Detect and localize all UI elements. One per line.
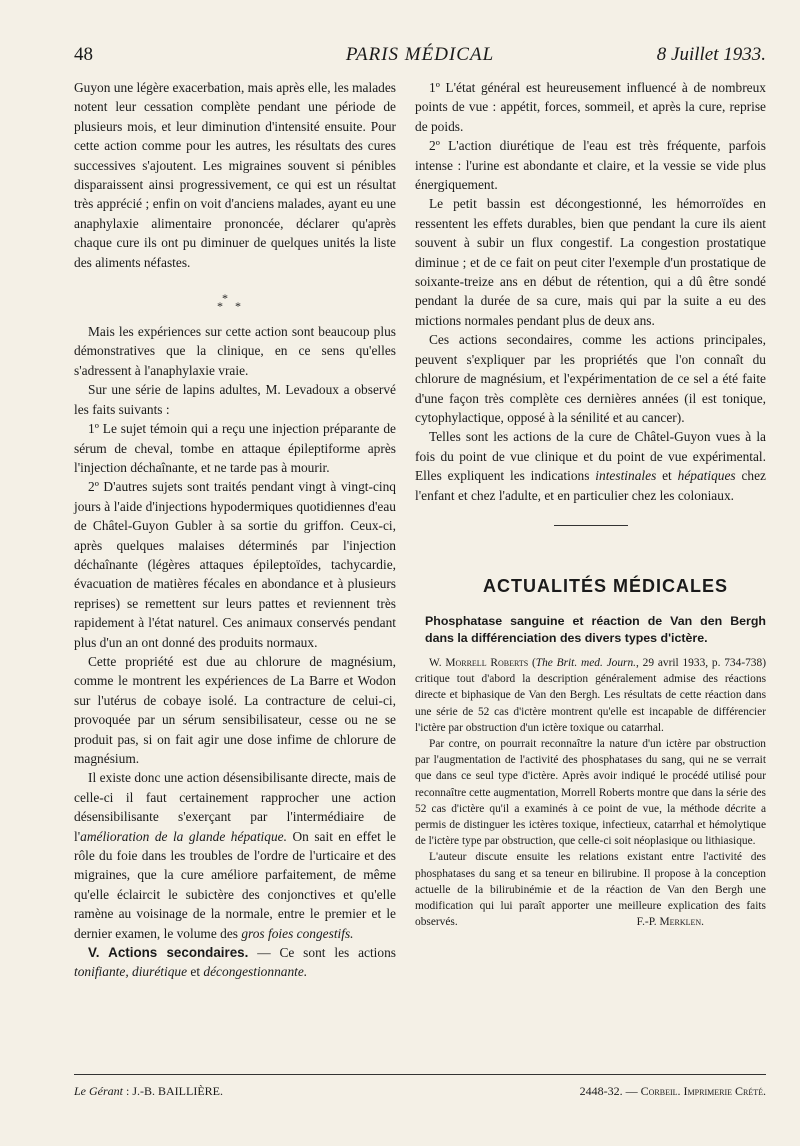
article-paragraph: Par contre, on pourrait reconnaître la nature d'un ictère par obstruction par l'augmentation de l'activité des phosphatases du sang, qui ne se verrait que dans ce seul type d'ictère. Après avoir indiqué le procédé utilisé pour reconnaître cette augmentation, Morrell Roberts montre que dans la série des 52 cas d'ictère qu'il a examinés à ce point de vue, la méthode décrite a permis de distinguer les ictères toxique, infectieux, catarrhal et hémolytique de l'ictère type par obstruction, que celle-ci soit néoplasique ou lithiasique. (415, 737, 766, 848)
paragraph: Cette propriété est due au chlorure de magnésium, comme le montrent les expériences de La Barre et Wodon sur l'utérus de cobaye isolé. La contracture de celui-ci, provoquée par un sérum sensibilisateur, cesse ou ne se produit pas, si on fait agir une dose infime de chlorure de magnésium. (74, 653, 396, 766)
paragraph: 2º D'autres sujets sont traités pendant vingt à vingt-cinq jours à l'aide d'injections hypodermiques quotidiennes d'eau de Châtel-Guyon Gubler à sa sortie du griffon. Ceux-ci, après quelques malaises déterminés par l'injection déchaînante (légères attaques épileptoïdes, tachycardie, évacuation de matières fécales en abondance et à plusieurs reprises) se remettent sur leurs pattes et reviennent très rapidement à l'état naturel. Ces animaux conservés pendant plus d'un an ont donné des produits normaux. (74, 479, 396, 650)
right-column (415, 78, 766, 930)
signature: F.-P. Merklen. (636, 916, 704, 929)
page-number: 48 (74, 44, 93, 65)
paragraph: 1º Le sujet témoin qui a reçu une injection préparante de sérum de cheval, tombe en attaque épileptiforme après l'injection déchaînante, et ne tarde pas à mourir. (74, 421, 396, 475)
article-title: Phosphatase sanguine et réaction de Van den Bergh dans la différenciation des divers types d'ictère. (425, 613, 766, 645)
journal-title: PARIS MÉDICAL (345, 44, 495, 65)
section-heading-actions-secondaires: V. Actions secondaires. — Ce sont les actions tonifiante, diurétique et décongestionnante. (74, 945, 397, 980)
paragraph: Il existe donc une action désensibilisante directe, mais de celle-ci il faut certainement rapprocher une action désensibilisante s'exerçant par l'intermédiaire de l'amélioration de la glande hépatique. On sait en effet le rôle du foie dans les troubles de l'ordre de l'urticaire et des migraines, que la cure améliore parfaitement, de même qu'elle éclaircit le subictère des conjonctives et qu'elle ramène au voisinage de la normale, entre le premier et le dernier examen, le volume des gros foies congestifs. (74, 770, 396, 941)
separator-rule (554, 525, 628, 526)
journal-reference: The Brit. med. Journ. (535, 656, 637, 669)
paragraph: Sur une série de lapins adultes, M. Levadoux a observé les faits suivants : (74, 382, 396, 417)
section-title: ACTUALITÉS MÉDICALES (483, 575, 728, 596)
article-paragraph: L'auteur discute ensuite les relations existant entre l'activité des phosphatases du sang et sa teneur en bilirubine. Il propose à la conception actuelle de la bilirubinémie et de la réaction de Van den Bergh une modification qui lui paraît apporter une meilleure explication des faits observés. F.-P. Merklen. (415, 849, 766, 930)
printer-line: 2448-32. — Corbeil. Imprimerie Crété. (579, 1084, 766, 1098)
paragraph: Guyon une légère exacerbation, mais après elle, les malades notent leur cessation complète pendant une période de plusieurs mois, et leur diminution d'intensité ensuite. Pour cette action comme pour les autres, les résultats des cures successives s'ajoutent. Les migraines souvent si pénibles disparaissent ainsi progressivement, ce qui est un résultat très apprécié ; enfin on voit d'anciens malades, ayant eu une anaphylaxie alimentaire prononcée, déclarer qu'après chaque cure ils ont pu diminuer de quelques unités la liste des aliments néfastes. (74, 80, 396, 270)
author-name: W. Morrell Roberts (429, 656, 529, 669)
paragraph: 1º L'état général est heureusement influencé à de nombreux points de vue : appétit, forces, sommeil, et après la cure, reprise de poids. (415, 80, 766, 134)
issue-date: 8 Juillet 1933. (656, 44, 766, 65)
section-heading-label: V. Actions secondaires. (88, 945, 249, 961)
paragraph: Ces actions secondaires, comme les actions principales, peuvent s'expliquer par les propriétés que l'on connaît du chlorure de magnésium, et l'expérimentation de ce sel a été faite d'une façon très complète ces dernières années (il est tonique, cytophylactique, opposé à la sénilité et au cancer). (415, 332, 766, 425)
paragraph: 2º L'action diurétique de l'eau est très fréquente, parfois intense : l'urine est abondante et claire, et la vessie se vide plus énergiquement. (415, 138, 766, 193)
paragraph: Le petit bassin est décongestionné, les hémorroïdes en ressentent les effets durables, bien que pendant la cure ils aient souvent à subir un flux congestif. La congestion prostatique diminue ; et de ce fait on peut citer l'exemple d'un prostatique de soixante-treize ans en début de rétention, qui a dû être sondé pendant la durée de sa cure, mais qui par la suite a eu des mictions normales pendant plus de deux ans. (415, 196, 766, 328)
section-break-asterisks: * * * (217, 291, 241, 314)
left-column (74, 78, 396, 982)
paragraph: Mais les expériences sur cette action sont beaucoup plus démonstratives que la clinique, en ce sens qu'elles s'adressent à l'anaphylaxie vraie. (74, 324, 396, 378)
footer-rule (74, 1074, 766, 1075)
article-paragraph: W. Morrell Roberts (The Brit. med. Journ., 29 avril 1933, p. 734-738) critique tout d'abord la description généralement admise des réactions directe et biphasique de Van den Bergh. Les résultats de cette réaction dans une série de 52 cas d'ictère montrent qu'elle est incapable de différencier l'ictère par obstruction d'un ictère toxique ou catarrhal. (415, 656, 766, 734)
running-header (74, 44, 766, 70)
paragraph: Telles sont les actions de la cure de Châtel-Guyon vues à la fois du point de vue clinique et du point de vue expérimental. Elles expliquent les indications intestinales et hépatiques chez l'enfant et chez l'adulte, et en particulier chez les coloniaux. (415, 429, 767, 503)
gerant-line: Le Gérant : J.-B. BAILLIÈRE. (74, 1084, 223, 1098)
